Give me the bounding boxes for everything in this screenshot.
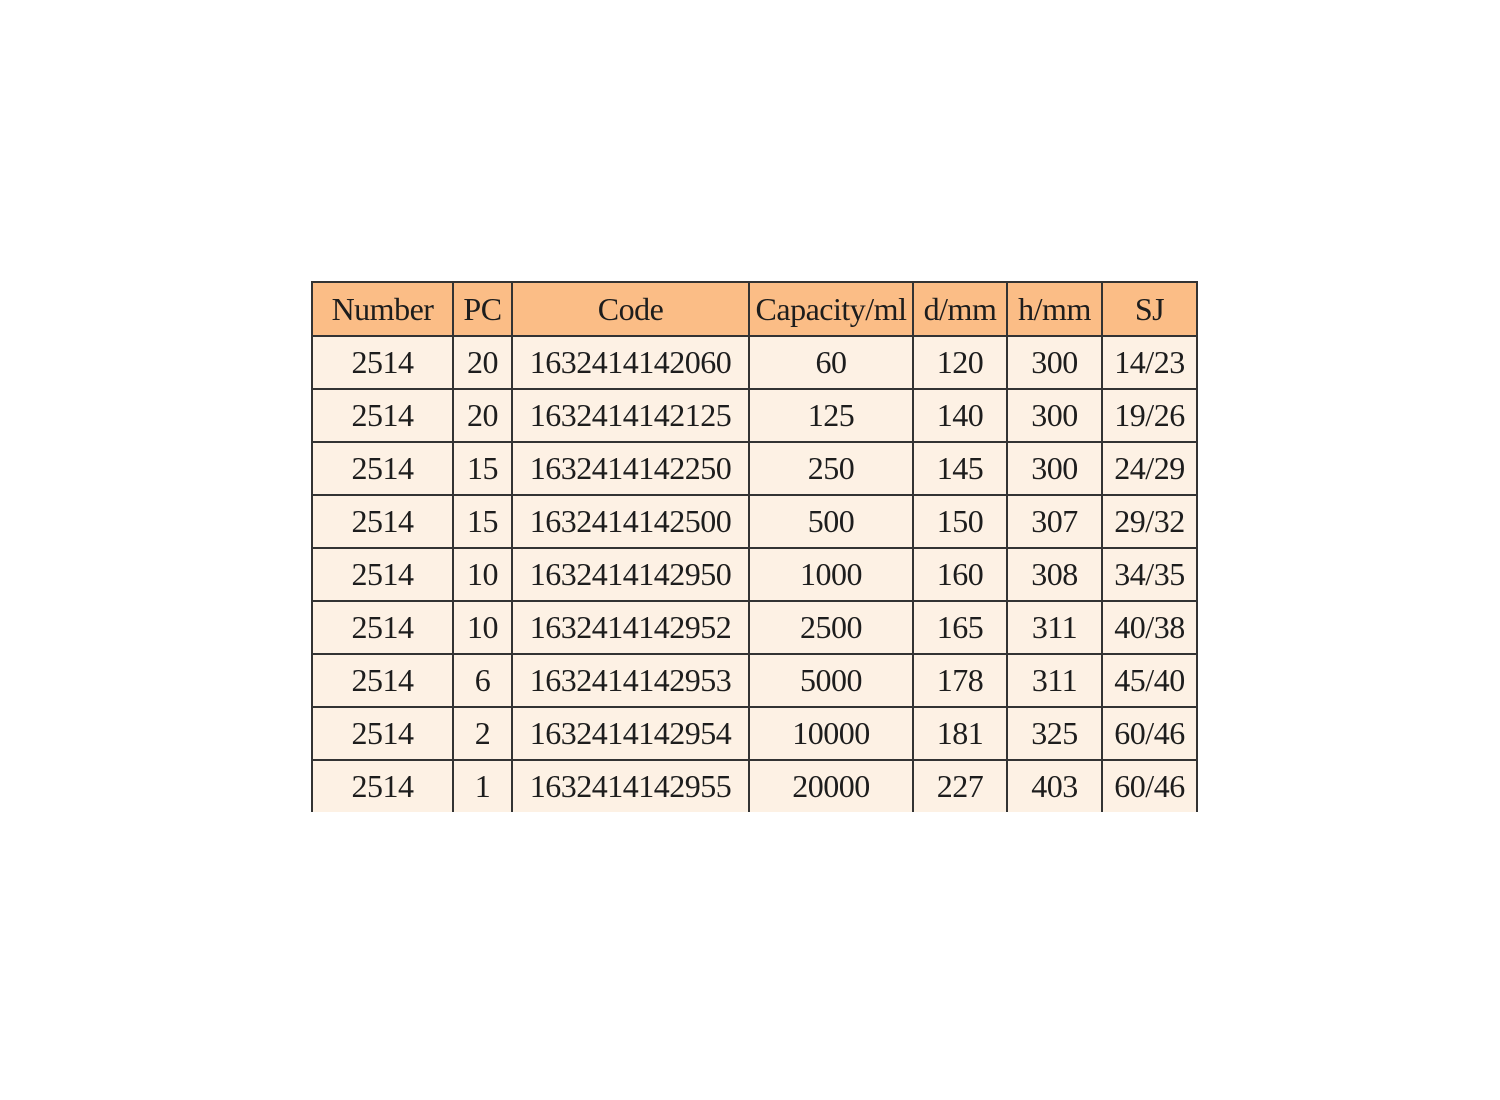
table-row bbox=[312, 336, 1197, 389]
cell-pc: 20 bbox=[453, 336, 512, 389]
cell-code: 1632414142953 bbox=[512, 654, 749, 707]
cell-number: 2514 bbox=[312, 654, 453, 707]
column-header-sj: SJ bbox=[1102, 282, 1197, 336]
cell-height: 325 bbox=[1007, 707, 1102, 760]
table-row bbox=[312, 442, 1197, 495]
cell-pc: 10 bbox=[453, 601, 512, 654]
cell-number: 2514 bbox=[312, 707, 453, 760]
column-header-height: h/mm bbox=[1007, 282, 1102, 336]
cell-height: 307 bbox=[1007, 495, 1102, 548]
column-header-pc: PC bbox=[453, 282, 512, 336]
cell-diameter: 227 bbox=[913, 760, 1007, 812]
column-header-capacity: Capacity/ml bbox=[749, 282, 913, 336]
table-row bbox=[312, 707, 1197, 760]
cell-capacity: 250 bbox=[749, 442, 913, 495]
cell-sj: 45/40 bbox=[1102, 654, 1197, 707]
cell-pc: 2 bbox=[453, 707, 512, 760]
table-row bbox=[312, 495, 1197, 548]
cell-pc: 6 bbox=[453, 654, 512, 707]
cell-diameter: 181 bbox=[913, 707, 1007, 760]
cell-capacity: 5000 bbox=[749, 654, 913, 707]
cell-code: 1632414142952 bbox=[512, 601, 749, 654]
cell-pc: 1 bbox=[453, 760, 512, 812]
cell-code: 1632414142500 bbox=[512, 495, 749, 548]
cell-code: 1632414142954 bbox=[512, 707, 749, 760]
cell-height: 311 bbox=[1007, 601, 1102, 654]
cell-height: 300 bbox=[1007, 336, 1102, 389]
table-row bbox=[312, 760, 1197, 812]
cell-diameter: 120 bbox=[913, 336, 1007, 389]
cell-capacity: 60 bbox=[749, 336, 913, 389]
cell-sj: 60/46 bbox=[1102, 760, 1197, 812]
cell-pc: 15 bbox=[453, 495, 512, 548]
cell-height: 403 bbox=[1007, 760, 1102, 812]
cell-sj: 24/29 bbox=[1102, 442, 1197, 495]
cell-number: 2514 bbox=[312, 442, 453, 495]
cell-number: 2514 bbox=[312, 389, 453, 442]
table-header-row bbox=[312, 282, 1197, 336]
cell-height: 308 bbox=[1007, 548, 1102, 601]
cell-diameter: 165 bbox=[913, 601, 1007, 654]
table-row bbox=[312, 389, 1197, 442]
cell-code: 1632414142250 bbox=[512, 442, 749, 495]
table-row bbox=[312, 601, 1197, 654]
cell-sj: 40/38 bbox=[1102, 601, 1197, 654]
cell-diameter: 178 bbox=[913, 654, 1007, 707]
cell-diameter: 145 bbox=[913, 442, 1007, 495]
cell-diameter: 140 bbox=[913, 389, 1007, 442]
cell-code: 1632414142950 bbox=[512, 548, 749, 601]
cell-number: 2514 bbox=[312, 548, 453, 601]
spec-table bbox=[311, 281, 1198, 812]
cell-height: 300 bbox=[1007, 442, 1102, 495]
cell-capacity: 10000 bbox=[749, 707, 913, 760]
cell-number: 2514 bbox=[312, 336, 453, 389]
cell-sj: 19/26 bbox=[1102, 389, 1197, 442]
cell-capacity: 1000 bbox=[749, 548, 913, 601]
column-header-number: Number bbox=[312, 282, 453, 336]
table-row bbox=[312, 654, 1197, 707]
cell-code: 1632414142125 bbox=[512, 389, 749, 442]
cell-sj: 34/35 bbox=[1102, 548, 1197, 601]
cell-diameter: 150 bbox=[913, 495, 1007, 548]
cell-capacity: 20000 bbox=[749, 760, 913, 812]
table-row bbox=[312, 548, 1197, 601]
cell-diameter: 160 bbox=[913, 548, 1007, 601]
cell-pc: 10 bbox=[453, 548, 512, 601]
cell-number: 2514 bbox=[312, 601, 453, 654]
cell-height: 300 bbox=[1007, 389, 1102, 442]
cell-pc: 20 bbox=[453, 389, 512, 442]
cell-capacity: 2500 bbox=[749, 601, 913, 654]
cell-code: 1632414142955 bbox=[512, 760, 749, 812]
column-header-code: Code bbox=[512, 282, 749, 336]
cell-pc: 15 bbox=[453, 442, 512, 495]
column-header-diameter: d/mm bbox=[913, 282, 1007, 336]
cell-number: 2514 bbox=[312, 760, 453, 812]
cell-capacity: 125 bbox=[749, 389, 913, 442]
cell-capacity: 500 bbox=[749, 495, 913, 548]
cell-sj: 29/32 bbox=[1102, 495, 1197, 548]
cell-sj: 14/23 bbox=[1102, 336, 1197, 389]
cell-height: 311 bbox=[1007, 654, 1102, 707]
cell-number: 2514 bbox=[312, 495, 453, 548]
cell-code: 1632414142060 bbox=[512, 336, 749, 389]
cell-sj: 60/46 bbox=[1102, 707, 1197, 760]
